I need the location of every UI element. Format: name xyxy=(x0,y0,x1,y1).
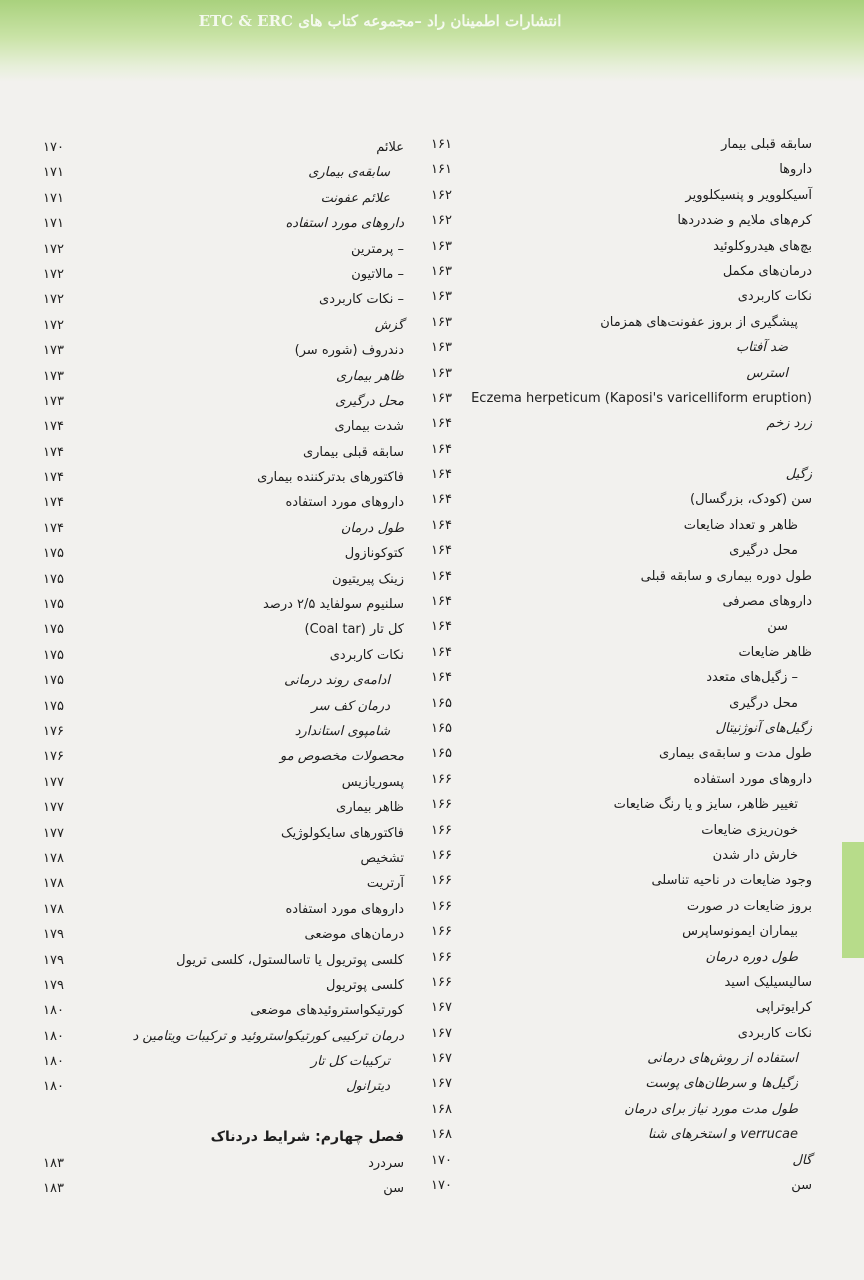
toc-entry xyxy=(34,948,404,973)
toc-entry-page-number: ۱۶۴ xyxy=(431,594,452,610)
toc-entry xyxy=(34,135,404,160)
toc-entry-title: فاکتورهای سایکولوژیک xyxy=(281,825,404,841)
toc-entry xyxy=(34,1049,404,1074)
toc-entry-page-number: ۱۸۰ xyxy=(43,1028,64,1044)
toc-entry-title: درمان ترکیبی کورتیکواستروئید و ترکیبات ویتامین د xyxy=(132,1028,404,1044)
toc-entry-page-number: ۱۸۰ xyxy=(43,1079,64,1095)
toc-entry-page-number: ۱۷۶ xyxy=(43,749,64,765)
toc-entry-page-number: ۱۷۳ xyxy=(43,368,64,384)
toc-entry-title: آسیکلوویر و پنسیکلوویر xyxy=(685,187,812,203)
toc-entry-page-number: ۱۷۲ xyxy=(43,317,64,333)
toc-entry-title: شامپوی استاندارد xyxy=(294,723,390,739)
toc-entry-title: داروهای مورد استفاده xyxy=(285,901,404,917)
toc-entry-title: محل درگیری xyxy=(335,393,404,409)
toc-entry-title: خون‌ریزی ضایعات xyxy=(701,822,798,838)
toc-entry-page-number: ۱۶۳ xyxy=(431,289,452,305)
toc-entry xyxy=(412,487,812,512)
toc-entry-page-number: ۱۷۴ xyxy=(43,495,64,511)
toc-entry-title: خارش دار شدن xyxy=(712,847,798,863)
toc-entry xyxy=(34,871,404,896)
toc-entry-title: ترکیبات کل تار xyxy=(310,1054,390,1070)
toc-entry-page-number: ۱۷۴ xyxy=(43,520,64,536)
toc-entry-title: طول مدت مورد نیاز برای درمان xyxy=(624,1101,798,1117)
toc-entry-title: داروهای مورد استفاده xyxy=(693,771,812,787)
toc-entry-title: درمان کف سر xyxy=(311,698,390,714)
toc-entry-title: سن xyxy=(791,1178,812,1194)
toc-entry xyxy=(34,490,404,515)
toc-entry-page-number: ۱۶۴ xyxy=(431,670,452,686)
toc-entry-page-number: ۱۶۶ xyxy=(431,873,452,889)
toc-entry xyxy=(34,897,404,922)
toc-entry-page-number: ۱۷۸ xyxy=(43,850,64,866)
toc-entry-page-number: ۱۶۵ xyxy=(431,720,452,736)
toc-entry-title: زگیل‌ها و سرطان‌های پوست xyxy=(645,1076,798,1092)
toc-entry xyxy=(412,1148,812,1173)
toc-entry xyxy=(412,1122,812,1147)
toc-entry xyxy=(34,160,404,185)
toc-entry xyxy=(34,1151,404,1176)
toc-entry-title: طول دوره درمان xyxy=(705,949,798,965)
toc-entry-title: علائم xyxy=(376,140,404,155)
toc-entry-title: محصولات مخصوص مو xyxy=(279,749,404,765)
toc-entry xyxy=(34,364,404,389)
toc-entry xyxy=(412,1021,812,1046)
running-header-title: انتشارات اطمینان راد –مجموعه کتاب های ETC & ERC xyxy=(198,12,562,30)
toc-entry xyxy=(412,310,812,335)
toc-entry-title: زرد زخم xyxy=(766,416,812,432)
toc-entry-title: پیشگیری از بروز عفونت‌های همزمان xyxy=(600,314,798,330)
toc-entry-page-number: ۱۸۳ xyxy=(43,1155,64,1171)
toc-entry-title: ضد آفتاب xyxy=(736,340,788,356)
toc-entry-page-number: ۱۷۲ xyxy=(43,266,64,282)
toc-entry-page-number: ۱۶۶ xyxy=(431,949,452,965)
toc-entry-page-number: ۱۷۴ xyxy=(43,470,64,486)
toc-entry-title: دندروف (شوره سر) xyxy=(294,343,404,359)
toc-entry xyxy=(34,617,404,642)
toc-entry xyxy=(34,1100,404,1125)
toc-entry xyxy=(34,389,404,414)
toc-entry-page-number: ۱۸۰ xyxy=(43,1003,64,1019)
toc-entry-page-number: ۱۷۹ xyxy=(43,977,64,993)
toc-entry xyxy=(34,668,404,693)
toc-entry xyxy=(412,1173,812,1198)
toc-entry-title: محل درگیری xyxy=(729,543,798,559)
toc-entry-title: نکات کاربردی xyxy=(329,647,404,663)
toc-entry-page-number: ۱۷۸ xyxy=(43,876,64,892)
toc-entry xyxy=(412,894,812,919)
toc-entry-page-number: ۱۶۳ xyxy=(431,365,452,381)
toc-entry-page-number: ۱۷۳ xyxy=(43,393,64,409)
toc-entry xyxy=(412,284,812,309)
toc-entry xyxy=(412,919,812,944)
toc-entry xyxy=(412,361,812,386)
toc-entry-page-number: ۱۶۵ xyxy=(431,695,452,711)
toc-entry-title: سردرد xyxy=(368,1155,404,1171)
toc-entry-page-number: ۱۷۵ xyxy=(43,571,64,587)
toc-entry xyxy=(34,1024,404,1049)
toc-entry-title: گال xyxy=(792,1152,812,1168)
toc-entry-title: سالیسیلیک اسید xyxy=(724,974,812,990)
toc-entry-title: استرس xyxy=(746,365,788,381)
toc-entry-title: کرم‌های ملایم و ضددردها xyxy=(677,213,812,229)
toc-entry xyxy=(34,694,404,719)
toc-entry xyxy=(34,338,404,363)
toc-entry-page-number: ۱۷۱ xyxy=(43,190,64,206)
toc-entry xyxy=(34,465,404,490)
toc-entry-title: ظاهر بیماری xyxy=(336,368,404,384)
toc-entry-title: طول دوره بیماری و سابقه قبلی xyxy=(640,568,812,584)
toc-entry-page-number: ۱۶۳ xyxy=(431,238,452,254)
toc-entry-title: دیترانول xyxy=(346,1079,390,1095)
toc-entry-title: زگیل xyxy=(785,467,812,483)
toc-entry-title: سن xyxy=(383,1181,404,1197)
toc-entry-title: داروها xyxy=(779,162,812,178)
toc-entry-title: محل درگیری xyxy=(729,695,798,711)
toc-entry-page-number: ۱۷۳ xyxy=(43,343,64,359)
toc-entry-page-number: ۱۶۲ xyxy=(431,187,452,203)
toc-entry xyxy=(34,567,404,592)
toc-entry-page-number: ۱۶۴ xyxy=(431,619,452,635)
toc-entry-title: کلسی پوتریول xyxy=(326,977,404,993)
toc-entry-page-number: ۱۶۴ xyxy=(431,568,452,584)
toc-entry xyxy=(412,868,812,893)
toc-entry-page-number: ۱۷۵ xyxy=(43,698,64,714)
toc-entry-page-number: ۱۷۵ xyxy=(43,546,64,562)
toc-entry xyxy=(412,767,812,792)
toc-entry-title: داروهای مصرفی xyxy=(722,594,812,610)
toc-entry xyxy=(34,744,404,769)
toc-entry-page-number: ۱۶۶ xyxy=(431,898,452,914)
toc-entry-page-number: ۱۶۶ xyxy=(431,822,452,838)
toc-entry xyxy=(412,792,812,817)
toc-entry-title: verrucae و استخرهای شنا xyxy=(647,1127,798,1143)
toc-entry-title: Eczema herpeticum (Kaposi's varicelliform eruption) xyxy=(471,390,812,406)
toc-entry-page-number: ۱۷۹ xyxy=(43,927,64,943)
toc-entry xyxy=(412,589,812,614)
toc-entry xyxy=(34,262,404,287)
toc-entry-title: پسوریازیس xyxy=(341,774,404,790)
toc-entry-title: ظاهر ضایعات xyxy=(738,644,812,660)
toc-entry-title: بیماران ایمونوساپرس xyxy=(682,924,798,940)
toc-column-right xyxy=(412,132,812,1198)
toc-entry-page-number: ۱۶۳ xyxy=(431,390,452,406)
toc-entry-page-number: ۱۷۷ xyxy=(43,774,64,790)
toc-entry-page-number: ۱۷۷ xyxy=(43,800,64,816)
toc-entry-page-number: ۱۷۴ xyxy=(43,444,64,460)
toc-entry xyxy=(34,846,404,871)
toc-entry-page-number: ۱۷۴ xyxy=(43,419,64,435)
toc-entry xyxy=(34,592,404,617)
toc-entry xyxy=(34,313,404,338)
toc-entry-title: وجود ضایعات در ناحیه تناسلی xyxy=(651,873,812,889)
toc-entry-page-number: ۱۷۶ xyxy=(43,723,64,739)
toc-entry-title: داروهای مورد استفاده xyxy=(285,495,404,511)
toc-entry xyxy=(34,287,404,312)
toc-entry xyxy=(412,335,812,360)
toc-entry-page-number: ۱۶۸ xyxy=(431,1101,452,1117)
toc-entry-title: طول درمان xyxy=(340,520,404,536)
toc-entry-page-number: ۱۷۲ xyxy=(43,241,64,257)
toc-entry-page-number: ۱۸۰ xyxy=(43,1054,64,1070)
toc-entry xyxy=(34,1125,404,1150)
toc-entry-title: – زگیل‌های متعدد xyxy=(706,670,798,686)
toc-entry xyxy=(412,691,812,716)
toc-entry xyxy=(34,186,404,211)
toc-entry-page-number: ۱۸۳ xyxy=(43,1181,64,1197)
toc-entry-page-number: ۱۶۴ xyxy=(431,441,452,457)
toc-entry xyxy=(34,516,404,541)
toc-entry-title: علائم عفونت xyxy=(320,190,390,206)
toc-entry-page-number: ۱۶۴ xyxy=(431,467,452,483)
toc-entry-title: کتوکونازول xyxy=(344,546,404,562)
toc-entry xyxy=(34,719,404,744)
toc-entry-title: کلسی پوتریول یا تاسالستول، کلسی تریول xyxy=(176,952,404,968)
toc-entry-page-number: ۱۶۳ xyxy=(431,314,452,330)
toc-entry xyxy=(412,614,812,639)
toc-entry xyxy=(412,513,812,538)
toc-entry-page-number: ۱۶۶ xyxy=(431,771,452,787)
toc-entry xyxy=(412,234,812,259)
toc-entry-page-number: ۱۶۷ xyxy=(431,1076,452,1092)
toc-entry-page-number: ۱۶۶ xyxy=(431,847,452,863)
toc-entry-page-number: ۱۶۳ xyxy=(431,340,452,356)
toc-entry-page-number: ۱۶۷ xyxy=(431,1000,452,1016)
toc-entry xyxy=(412,640,812,665)
toc-entry-title: زینک پیریتیون xyxy=(331,571,404,587)
toc-entry-title: شدت بیماری xyxy=(334,419,404,435)
toc-entry-title: بچ‌های هیدروکلوئید xyxy=(713,238,812,254)
toc-entry-title: سابقه قبلی بیماری xyxy=(302,444,404,460)
toc-entry xyxy=(412,970,812,995)
toc-entry-title: سن xyxy=(767,619,788,635)
toc-entry-page-number: ۱۶۳ xyxy=(431,263,452,279)
toc-entry-title: ظاهر بیماری xyxy=(336,800,404,816)
toc-entry xyxy=(412,1046,812,1071)
toc-entry xyxy=(412,665,812,690)
toc-entry-page-number: ۱۷۸ xyxy=(43,901,64,917)
toc-column-left xyxy=(34,135,404,1201)
toc-entry-page-number: ۱۶۲ xyxy=(431,213,452,229)
toc-entry xyxy=(412,538,812,563)
toc-entry xyxy=(412,157,812,182)
toc-entry-page-number: ۱۷۹ xyxy=(43,952,64,968)
toc-entry-page-number: ۱۷۰ xyxy=(43,140,64,155)
toc-entry-page-number: ۱۷۵ xyxy=(43,597,64,613)
toc-entry-page-number: ۱۶۴ xyxy=(431,517,452,533)
toc-entry xyxy=(34,998,404,1023)
toc-entry xyxy=(34,440,404,465)
toc-entry xyxy=(34,237,404,262)
toc-entry-title: کورتیکواستروئیدهای موضعی xyxy=(250,1003,404,1019)
toc-entry-page-number: ۱۷۰ xyxy=(431,1152,452,1168)
toc-entry xyxy=(412,818,812,843)
toc-entry-page-number: ۱۷۰ xyxy=(431,1178,452,1194)
toc-entry-page-number: ۱۷۵ xyxy=(43,647,64,663)
toc-entry-title: آرتریت xyxy=(366,876,404,892)
toc-entry-page-number: ۱۶۴ xyxy=(431,543,452,559)
toc-entry xyxy=(412,208,812,233)
toc-entry-page-number: ۱۶۸ xyxy=(431,1127,452,1143)
toc-entry-title: داروهای مورد استفاده xyxy=(285,216,404,232)
toc-entry xyxy=(412,1071,812,1096)
toc-entry xyxy=(34,1176,404,1201)
toc-entry-title: فاکتورهای بدترکننده بیماری xyxy=(257,470,404,486)
toc-entry-title: تشخیص xyxy=(360,850,404,866)
toc-entry xyxy=(412,716,812,741)
toc-entry-page-number: ۱۷۲ xyxy=(43,292,64,308)
toc-entry-title: سن (کودک، بزرگسال) xyxy=(690,492,812,508)
toc-entry-page-number: ۱۶۷ xyxy=(431,1051,452,1067)
toc-entry xyxy=(34,541,404,566)
toc-entry-page-number: ۱۶۴ xyxy=(431,492,452,508)
toc-entry xyxy=(34,922,404,947)
toc-entry-title: کرایوتراپی xyxy=(755,1000,812,1016)
toc-entry xyxy=(412,386,812,411)
toc-entry-title: ادامه‌ی روند درمانی xyxy=(284,673,390,689)
toc-entry xyxy=(412,462,812,487)
toc-entry-title: سابقه‌ی بیماری xyxy=(308,165,390,181)
toc-entry-page-number: ۱۶۵ xyxy=(431,746,452,762)
toc-entry-page-number: ۱۶۱ xyxy=(431,137,452,152)
toc-entry-title: درمان‌های موضعی xyxy=(304,927,404,943)
toc-entry-page-number: ۱۷۷ xyxy=(43,825,64,841)
toc-entry-title: فصل چهارم: شرایط دردناک xyxy=(210,1129,404,1146)
toc-entry xyxy=(34,211,404,236)
toc-entry-page-number: ۱۶۶ xyxy=(431,924,452,940)
toc-entry xyxy=(412,995,812,1020)
toc-entry-title: زگیل‌های آنوژنیتال xyxy=(715,720,812,736)
toc-entry-title: گزش xyxy=(374,317,404,333)
toc-entry xyxy=(412,411,812,436)
toc-entry xyxy=(412,843,812,868)
toc-entry-page-number: ۱۶۶ xyxy=(431,974,452,990)
page-header-band xyxy=(0,0,864,82)
toc-entry-title: بروز ضایعات در صورت xyxy=(686,898,812,914)
toc-entry xyxy=(34,414,404,439)
toc-entry-page-number: ۱۷۵ xyxy=(43,622,64,638)
toc-entry-title: درمان‌های مکمل xyxy=(722,263,812,279)
toc-entry-page-number: ۱۷۵ xyxy=(43,673,64,689)
toc-entry-page-number: ۱۷۱ xyxy=(43,216,64,232)
toc-entry xyxy=(34,973,404,998)
toc-entry-title: استفاده از روش‌های درمانی xyxy=(647,1051,798,1067)
chapter-side-tab xyxy=(842,842,864,958)
toc-entry-page-number: ۱۷۱ xyxy=(43,165,64,181)
toc-entry xyxy=(412,564,812,589)
toc-entry xyxy=(412,741,812,766)
toc-entry-page-number: ۱۶۷ xyxy=(431,1025,452,1041)
toc-entry xyxy=(412,183,812,208)
toc-entry-page-number: ۱۶۴ xyxy=(431,416,452,432)
toc-entry xyxy=(412,945,812,970)
toc-entry-title: – پرمترین xyxy=(351,241,404,257)
toc-entry xyxy=(34,770,404,795)
toc-entry-title: نکات کاربردی xyxy=(737,289,812,305)
toc-entry-page-number: ۱۶۱ xyxy=(431,162,452,178)
toc-entry-page-number: ۱۶۶ xyxy=(431,797,452,813)
toc-entry xyxy=(412,132,812,157)
toc-entry-title: – نکات کاربردی xyxy=(319,292,404,308)
toc-entry xyxy=(412,437,812,462)
toc-entry-title: سلنیوم سولفاید ۲/۵ درصد xyxy=(262,597,404,613)
toc-entry-title: ظاهر و تعداد ضایعات xyxy=(683,517,798,533)
toc-entry xyxy=(34,643,404,668)
toc-entry-title: طول مدت و سابقه‌ی بیماری xyxy=(658,746,812,762)
toc-entry xyxy=(34,821,404,846)
toc-entry-title: تغییر ظاهر، سایز و یا رنگ ضایعات xyxy=(613,797,798,813)
toc-entry-page-number: ۱۶۴ xyxy=(431,644,452,660)
toc-entry xyxy=(34,795,404,820)
toc-entry xyxy=(412,259,812,284)
toc-entry-title: کل تار (Coal tar) xyxy=(304,622,404,638)
toc-entry xyxy=(34,1074,404,1099)
toc-entry-title: سابقه قبلی بیمار xyxy=(721,137,812,152)
toc-entry xyxy=(412,1097,812,1122)
toc-entry-title: نکات کاربردی xyxy=(737,1025,812,1041)
toc-entry-title: – مالاتیون xyxy=(351,266,404,282)
